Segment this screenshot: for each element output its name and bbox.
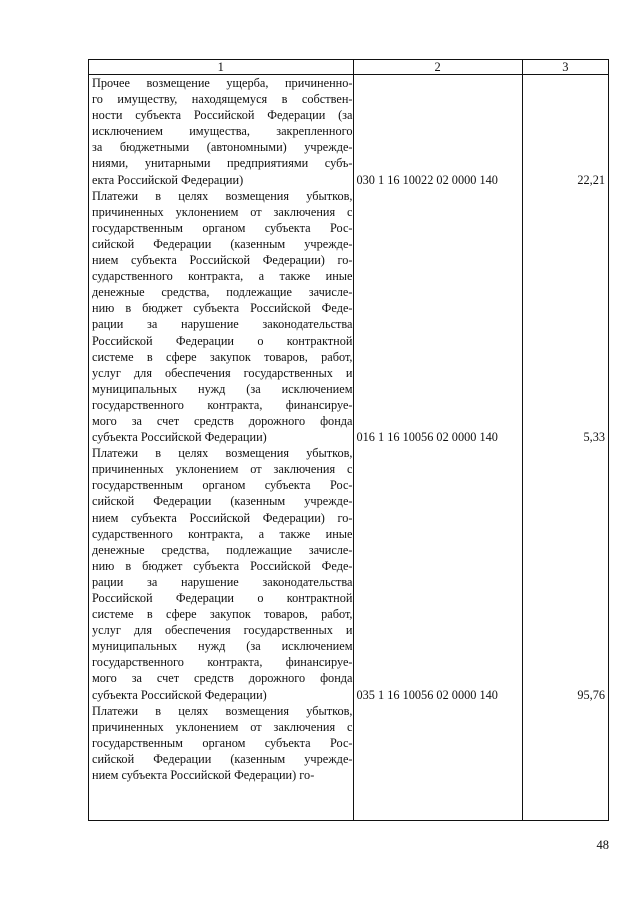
description-line: нием субъекта Российской Федерации) го- (92, 768, 315, 783)
description-line: Платежи в целях возмещения убытков, (92, 188, 353, 203)
header-col-2: 2 (353, 60, 522, 75)
description-line: сийской Федерации (казенным учрежде- (92, 494, 353, 509)
amount-value: 22,21 (577, 172, 605, 187)
row-description (92, 188, 353, 446)
description-line: нию в бюджет субъекта Российской Феде- (92, 301, 353, 316)
description-line: государственного контракта, финансируе- (92, 397, 353, 412)
amount-value: 95,76 (577, 687, 605, 702)
row-description (92, 445, 353, 703)
description-line: Российской Федерации о контрактной (92, 333, 353, 348)
description-line: государственного контракта, финансируе- (92, 655, 353, 670)
amount-cell (522, 75, 608, 821)
description-line: системе в сфере закупок товаров, работ, (92, 349, 353, 364)
description-line: сийской Федерации (казенным учрежде- (92, 236, 353, 251)
table-header-row (89, 60, 609, 75)
description-line: нию в бюджет субъекта Российской Феде- (92, 558, 353, 573)
description-line: муниципальных нужд (за исключением (92, 381, 353, 396)
description-line: причиненных уклонением от заключения с (92, 204, 353, 219)
description-line: исключением имущества, закрепленного (92, 124, 353, 139)
header-col-3: 3 (522, 60, 608, 75)
description-line: Прочее возмещение ущерба, причиненно- (92, 76, 353, 90)
description-line: го имуществу, находящемуся в собствен- (92, 92, 353, 107)
description-line: государственным органом субъекта Рос- (92, 220, 353, 235)
budget-code: 030 1 16 10022 02 0000 140 (356, 172, 498, 187)
description-line: рации за нарушение законодательства (92, 317, 353, 332)
description-line: мого за счет средств дорожного фонда (92, 413, 353, 428)
budget-code: 016 1 16 10056 02 0000 140 (356, 430, 498, 445)
description-line: нием субъекта Российской Федерации) го- (92, 510, 353, 525)
description-line: субъекта Российской Федерации) (92, 430, 267, 445)
description-line: государственным органом субъекта Рос- (92, 478, 353, 493)
description-line: сударственного контракта, а также иные (92, 269, 353, 284)
description-text (92, 75, 353, 783)
description-line: мого за счет средств дорожного фонда (92, 671, 353, 686)
description-line: ниями, унитарными предприятиями субъ- (92, 156, 353, 171)
description-line: государственным органом субъекта Рос- (92, 735, 353, 750)
description-line: рации за нарушение законодательства (92, 574, 353, 589)
description-line: нием субъекта Российской Федерации) го- (92, 253, 353, 268)
row-description (92, 703, 353, 783)
description-line: услуг для обеспечения государственных и (92, 365, 353, 380)
description-line: денежные средства, подлежащие зачисле- (92, 285, 353, 300)
table-body-row (89, 75, 609, 821)
description-line: Российской Федерации о контрактной (92, 591, 353, 605)
description-cell (89, 75, 354, 821)
budget-revenue-table (88, 59, 609, 821)
description-line: Платежи в целях возмещения убытков, (92, 703, 353, 718)
description-line: причиненных уклонением от заключения с (92, 462, 353, 477)
description-line: ности субъекта Российской Федерации (за (92, 108, 353, 123)
description-line: денежные средства, подлежащие зачисле- (92, 542, 353, 557)
description-line: за бюджетными (автономными) учрежде- (92, 140, 353, 155)
code-cell (353, 75, 522, 821)
amount-value: 5,33 (583, 430, 605, 445)
page-number: 48 (596, 838, 609, 852)
row-description (92, 75, 353, 188)
description-line: екта Российской Федерации) (92, 172, 244, 187)
description-line: сударственного контракта, а также иные (92, 526, 353, 541)
description-line: субъекта Российской Федерации) (92, 687, 267, 702)
description-line: Платежи в целях возмещения убытков, (92, 446, 353, 461)
description-line: системе в сфере закупок товаров, работ, (92, 607, 353, 622)
description-line: услуг для обеспечения государственных и (92, 623, 353, 638)
budget-code: 035 1 16 10056 02 0000 140 (356, 687, 498, 702)
description-line: причиненных уклонением от заключения с (92, 719, 353, 734)
description-line: муниципальных нужд (за исключением (92, 639, 353, 654)
header-col-1: 1 (89, 60, 354, 75)
description-line: сийской Федерации (казенным учрежде- (92, 751, 353, 766)
